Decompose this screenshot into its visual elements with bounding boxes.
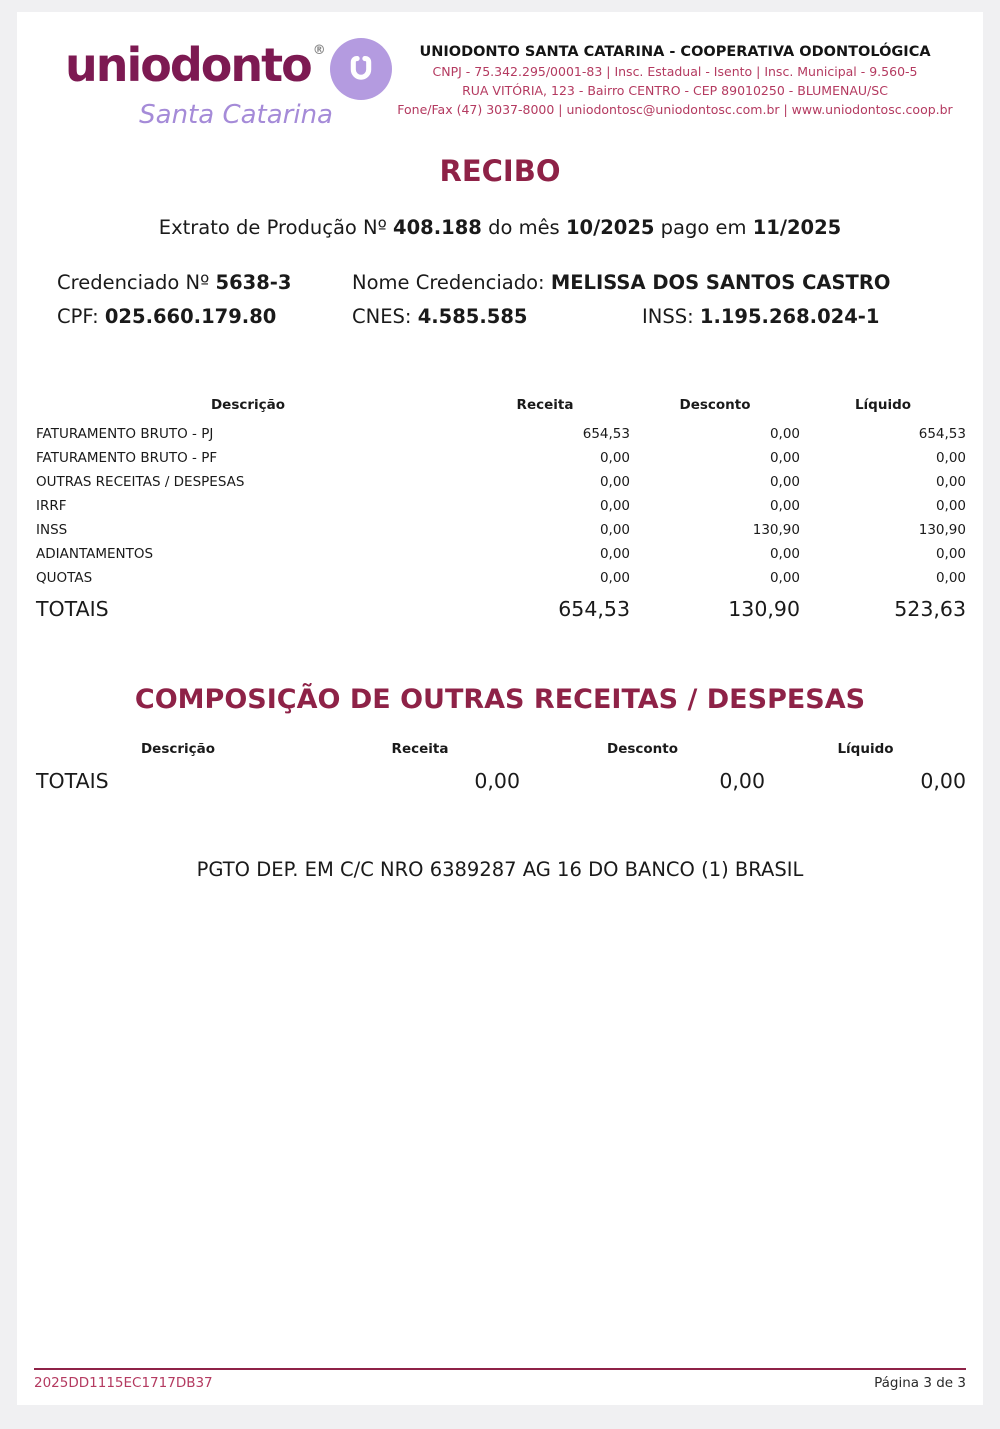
row-receita: 0,00 (599, 474, 630, 490)
row-desc: QUOTAS (36, 570, 93, 586)
row-receita: 654,53 (582, 426, 630, 442)
company-contact-line: Fone/Fax (47) 3037-8000 | uniodontosc@uniodontosc.com.br | www.uniodontosc.coop.br (397, 101, 953, 117)
row-receita: 0,00 (599, 450, 630, 466)
credential-number (57, 271, 352, 294)
row-liquido: 0,00 (935, 546, 966, 562)
row-receita: 0,00 (599, 570, 630, 586)
composition-section-title: COMPOSIÇÃO DE OUTRAS RECEITAS / DESPESAS (134, 684, 866, 715)
credential-number-label: Credenciado Nº (57, 271, 210, 294)
logo-row (65, 38, 387, 100)
table-row (36, 542, 966, 566)
row-liquido: 130,90 (918, 522, 966, 538)
credential-number-value: 5638-3 (215, 271, 292, 294)
row-desconto: 0,00 (769, 498, 800, 514)
row-liquido: 654,53 (918, 426, 966, 442)
document-code: 2025DD1115EC1717DB37 (34, 1375, 213, 1391)
column-header-desconto: Desconto (679, 397, 751, 413)
credential-cpf-value: 025.660.179.80 (104, 305, 277, 328)
row-liquido: 0,00 (935, 498, 966, 514)
credential-row-2 (57, 305, 963, 328)
logo-wordmark-text: uniodonto (65, 38, 311, 92)
statement-table-header (36, 397, 966, 422)
row-liquido: 0,00 (935, 450, 966, 466)
table-row (36, 470, 966, 494)
extract-number: 408.188 (393, 216, 482, 239)
row-desc: ADIANTAMENTOS (36, 546, 154, 562)
row-receita: 0,00 (599, 498, 630, 514)
credential-cnes-value: 4.585.585 (417, 305, 528, 328)
column-header-descricao: Descrição (210, 397, 286, 413)
credential-inss-label: INSS: (642, 305, 694, 328)
credential-cnes (352, 305, 642, 328)
row-desconto: 0,00 (769, 450, 800, 466)
credential-inss-value: 1.195.268.024-1 (699, 305, 880, 328)
statement-table (36, 397, 966, 624)
row-desc: OUTRAS RECEITAS / DESPESAS (36, 474, 245, 490)
row-desconto: 0,00 (769, 426, 800, 442)
credential-name-value: MELISSA DOS SANTOS CASTRO (550, 271, 891, 294)
composition-table-header (36, 741, 966, 766)
extract-month-label: do mês (488, 216, 560, 239)
registered-mark: ® (312, 43, 324, 58)
row-desc: IRRF (36, 498, 67, 514)
totals-receita: 0,00 (474, 769, 520, 793)
column-header-descricao: Descrição (140, 741, 216, 757)
payment-note: PGTO DEP. EM C/C NRO 6389287 AG 16 DO BANCO (1) BRASIL (196, 858, 804, 881)
table-row (36, 566, 966, 590)
page-header (17, 38, 983, 130)
credential-name-label: Nome Credenciado: (352, 271, 545, 294)
company-address-line: RUA VITÓRIA, 123 - Bairro CENTRO - CEP 89010250 - BLUMENAU/SC (462, 82, 888, 98)
extract-prefix: Extrato de Produção Nº (158, 216, 387, 239)
page-footer (34, 1368, 966, 1391)
totals-label: TOTAIS (36, 769, 109, 793)
row-liquido: 0,00 (935, 474, 966, 490)
table-row (36, 446, 966, 470)
column-header-receita: Receita (391, 741, 449, 757)
composition-table (36, 741, 966, 796)
totals-receita: 654,53 (558, 597, 630, 621)
row-receita: 0,00 (599, 546, 630, 562)
company-cnpj-line: CNPJ - 75.342.295/0001-83 | Insc. Estadual - Isento | Insc. Municipal - 9.560-5 (432, 64, 918, 79)
row-desc: INSS (36, 522, 68, 538)
column-header-receita: Receita (516, 397, 574, 413)
table-row (36, 518, 966, 542)
row-desconto: 0,00 (769, 474, 800, 490)
extract-paid-date: 11/2025 (752, 216, 842, 239)
totals-liquido: 523,63 (894, 597, 966, 621)
logo-wordmark (65, 38, 324, 92)
table-row (36, 422, 966, 446)
table-row (36, 494, 966, 518)
credential-cpf (57, 305, 352, 328)
column-header-desconto: Desconto (606, 741, 678, 757)
row-desc: FATURAMENTO BRUTO - PJ (36, 426, 214, 442)
column-header-liquido: Líquido (854, 397, 912, 413)
company-name: UNIODONTO SANTA CATARINA - COOPERATIVA ODONTOLÓGICA (419, 44, 931, 60)
credential-cpf-label: CPF: (57, 305, 99, 328)
row-liquido: 0,00 (935, 570, 966, 586)
company-info (387, 42, 963, 130)
row-desconto: 130,90 (752, 522, 800, 538)
credential-block (17, 271, 983, 339)
tooth-u-icon (330, 38, 392, 100)
totals-desconto: 130,90 (728, 597, 800, 621)
row-receita: 0,00 (599, 522, 630, 538)
composition-totals-row (36, 766, 966, 796)
statement-totals-row (36, 594, 966, 624)
credential-row-1 (57, 271, 963, 294)
tooth-u-glyph (339, 47, 383, 91)
totals-liquido: 0,00 (920, 769, 966, 793)
credential-name (352, 271, 963, 294)
page-number: Página 3 de 3 (874, 1375, 966, 1391)
column-header-liquido: Líquido (837, 741, 894, 757)
row-desc: FATURAMENTO BRUTO - PF (36, 450, 218, 466)
row-desconto: 0,00 (769, 546, 800, 562)
logo-subtitle: Santa Catarina (139, 100, 333, 130)
credential-inss (642, 305, 963, 328)
extract-month: 10/2025 (565, 216, 655, 239)
credential-cnes-label: CNES: (352, 305, 412, 328)
row-desconto: 0,00 (769, 570, 800, 586)
totals-label: TOTAIS (36, 597, 109, 621)
totals-desconto: 0,00 (719, 769, 765, 793)
extract-line (17, 216, 983, 239)
extract-paid-label: pago em (660, 216, 747, 239)
receipt-page (17, 12, 983, 1405)
page-title: RECIBO (439, 154, 561, 188)
uniodonto-logo (37, 38, 387, 130)
